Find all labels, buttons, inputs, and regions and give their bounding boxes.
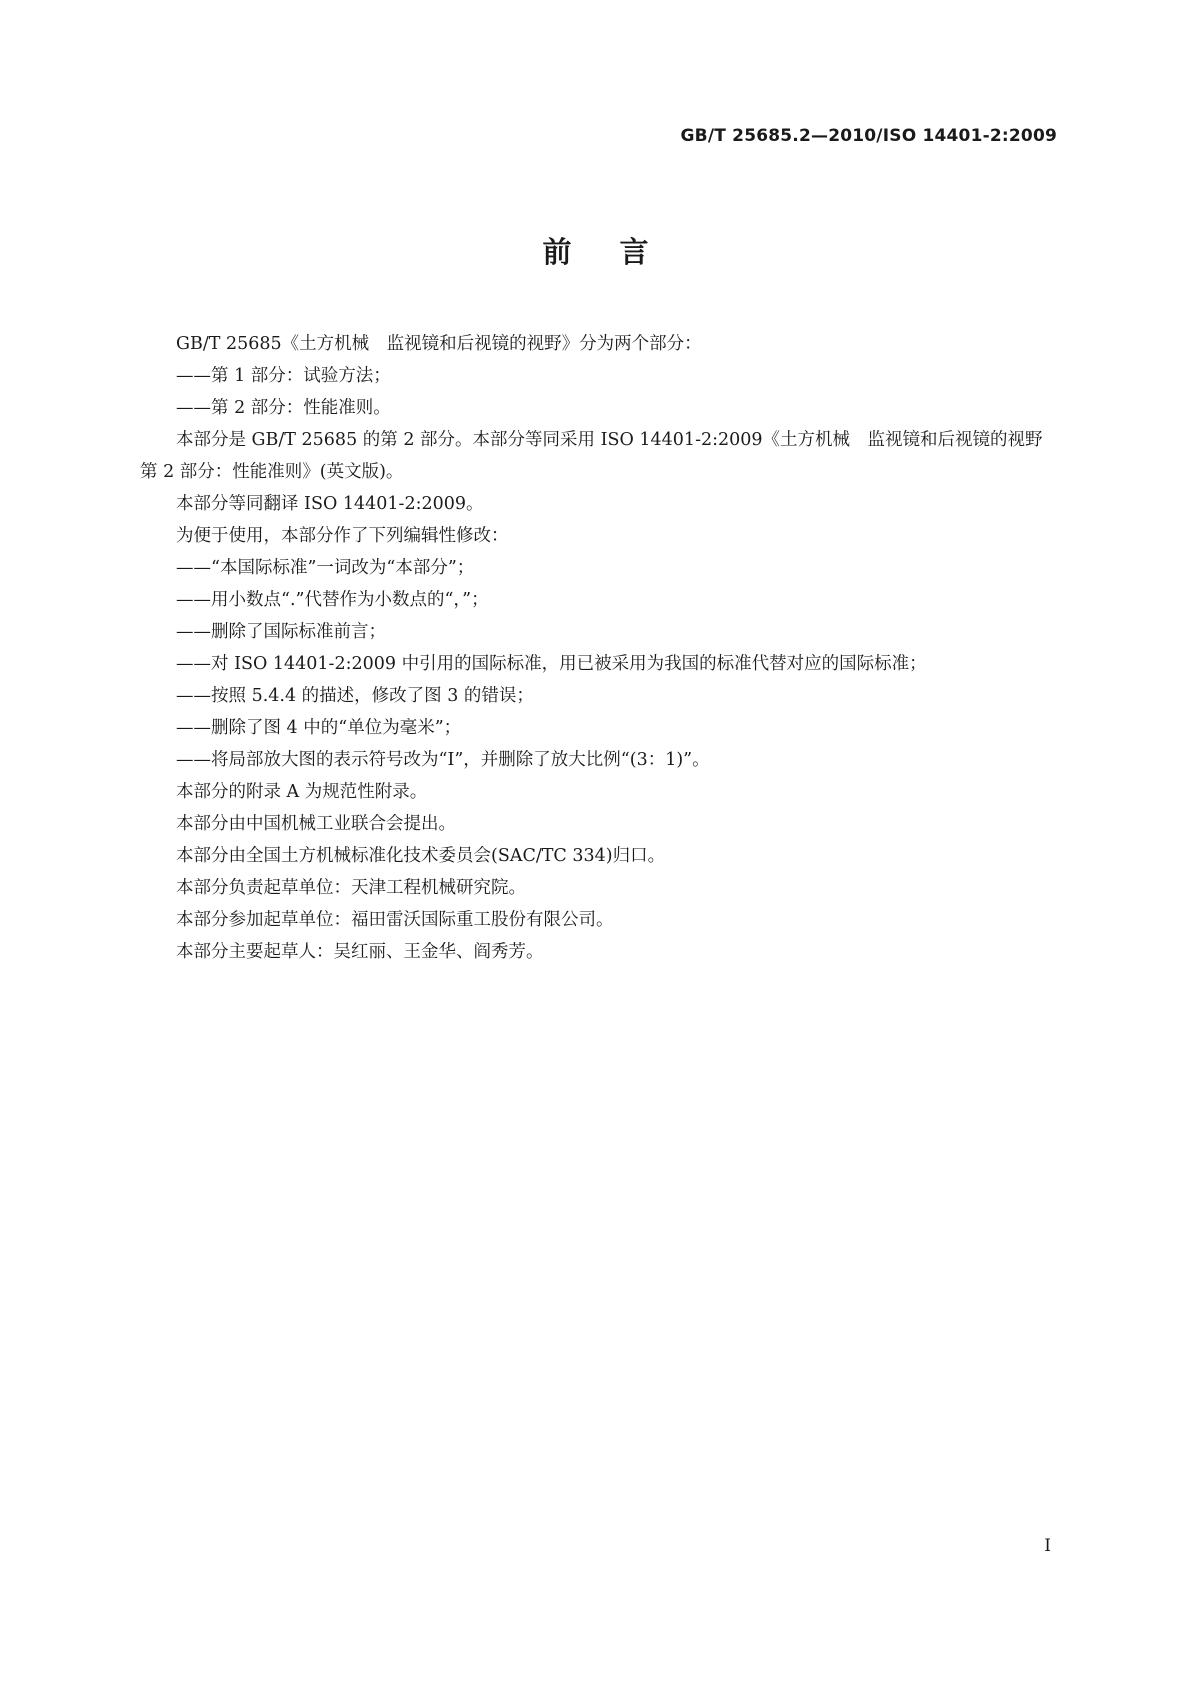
paragraph: 本部分主要起草人：吴红丽、王金华、阎秀芳。 [176, 942, 544, 962]
paragraph: 本部分等同翻译 ISO 14401-2:2009。 [176, 494, 484, 514]
paragraph: 本部分参加起草单位：福田雷沃国际重工股份有限公司。 [176, 910, 614, 930]
paragraph: 本部分的附录 A 为规范性附录。 [176, 782, 428, 802]
paragraph: 为便于使用，本部分作了下列编辑性修改： [176, 526, 509, 546]
foreword-body [140, 328, 1061, 968]
list-item: ——将局部放大图的表示符号改为“Ⅰ”，并删除了放大比例“(3：1)”。 [176, 750, 710, 770]
paragraph: 本部分由全国土方机械标准化技术委员会(SAC/TC 334)归口。 [176, 846, 666, 866]
list-item: ——按照 5.4.4 的描述，修改了图 3 的错误； [176, 686, 534, 706]
page-title: 前言 [542, 235, 697, 269]
page-number: I [1044, 1536, 1051, 1556]
paragraph: 本部分由中国机械工业联合会提出。 [176, 814, 456, 834]
list-item: ——对 ISO 14401-2:2009 中引用的国际标准，用已被采用为我国的标准代替对应的国际标准； [176, 654, 927, 674]
paragraph: 本部分负责起草单位：天津工程机械研究院。 [176, 878, 526, 898]
list-item: ——删除了国际标准前言； [176, 622, 386, 642]
standard-code: GB/T 25685.2—2010/ISO 14401-2:2009 [680, 126, 1057, 146]
list-item: ——用小数点“.”代替作为小数点的“，”； [176, 590, 489, 610]
list-item: ——第 1 部分：试验方法； [176, 366, 391, 386]
paragraph: GB/T 25685《土方机械 监视镜和后视镜的视野》分为两个部分： [176, 334, 702, 354]
list-item: ——“本国际标准”一词改为“本部分”； [176, 558, 475, 578]
list-item: ——第 2 部分：性能准则。 [176, 398, 391, 418]
paragraph: 本部分是 GB/T 25685 的第 2 部分。本部分等同采用 ISO 14401-2:2009《土方机械 监视镜和后视镜的视野 第 2 部分：性能准则》(英文版)。 [140, 430, 1061, 482]
list-item: ——删除了图 4 中的“单位为毫米”； [176, 718, 462, 738]
